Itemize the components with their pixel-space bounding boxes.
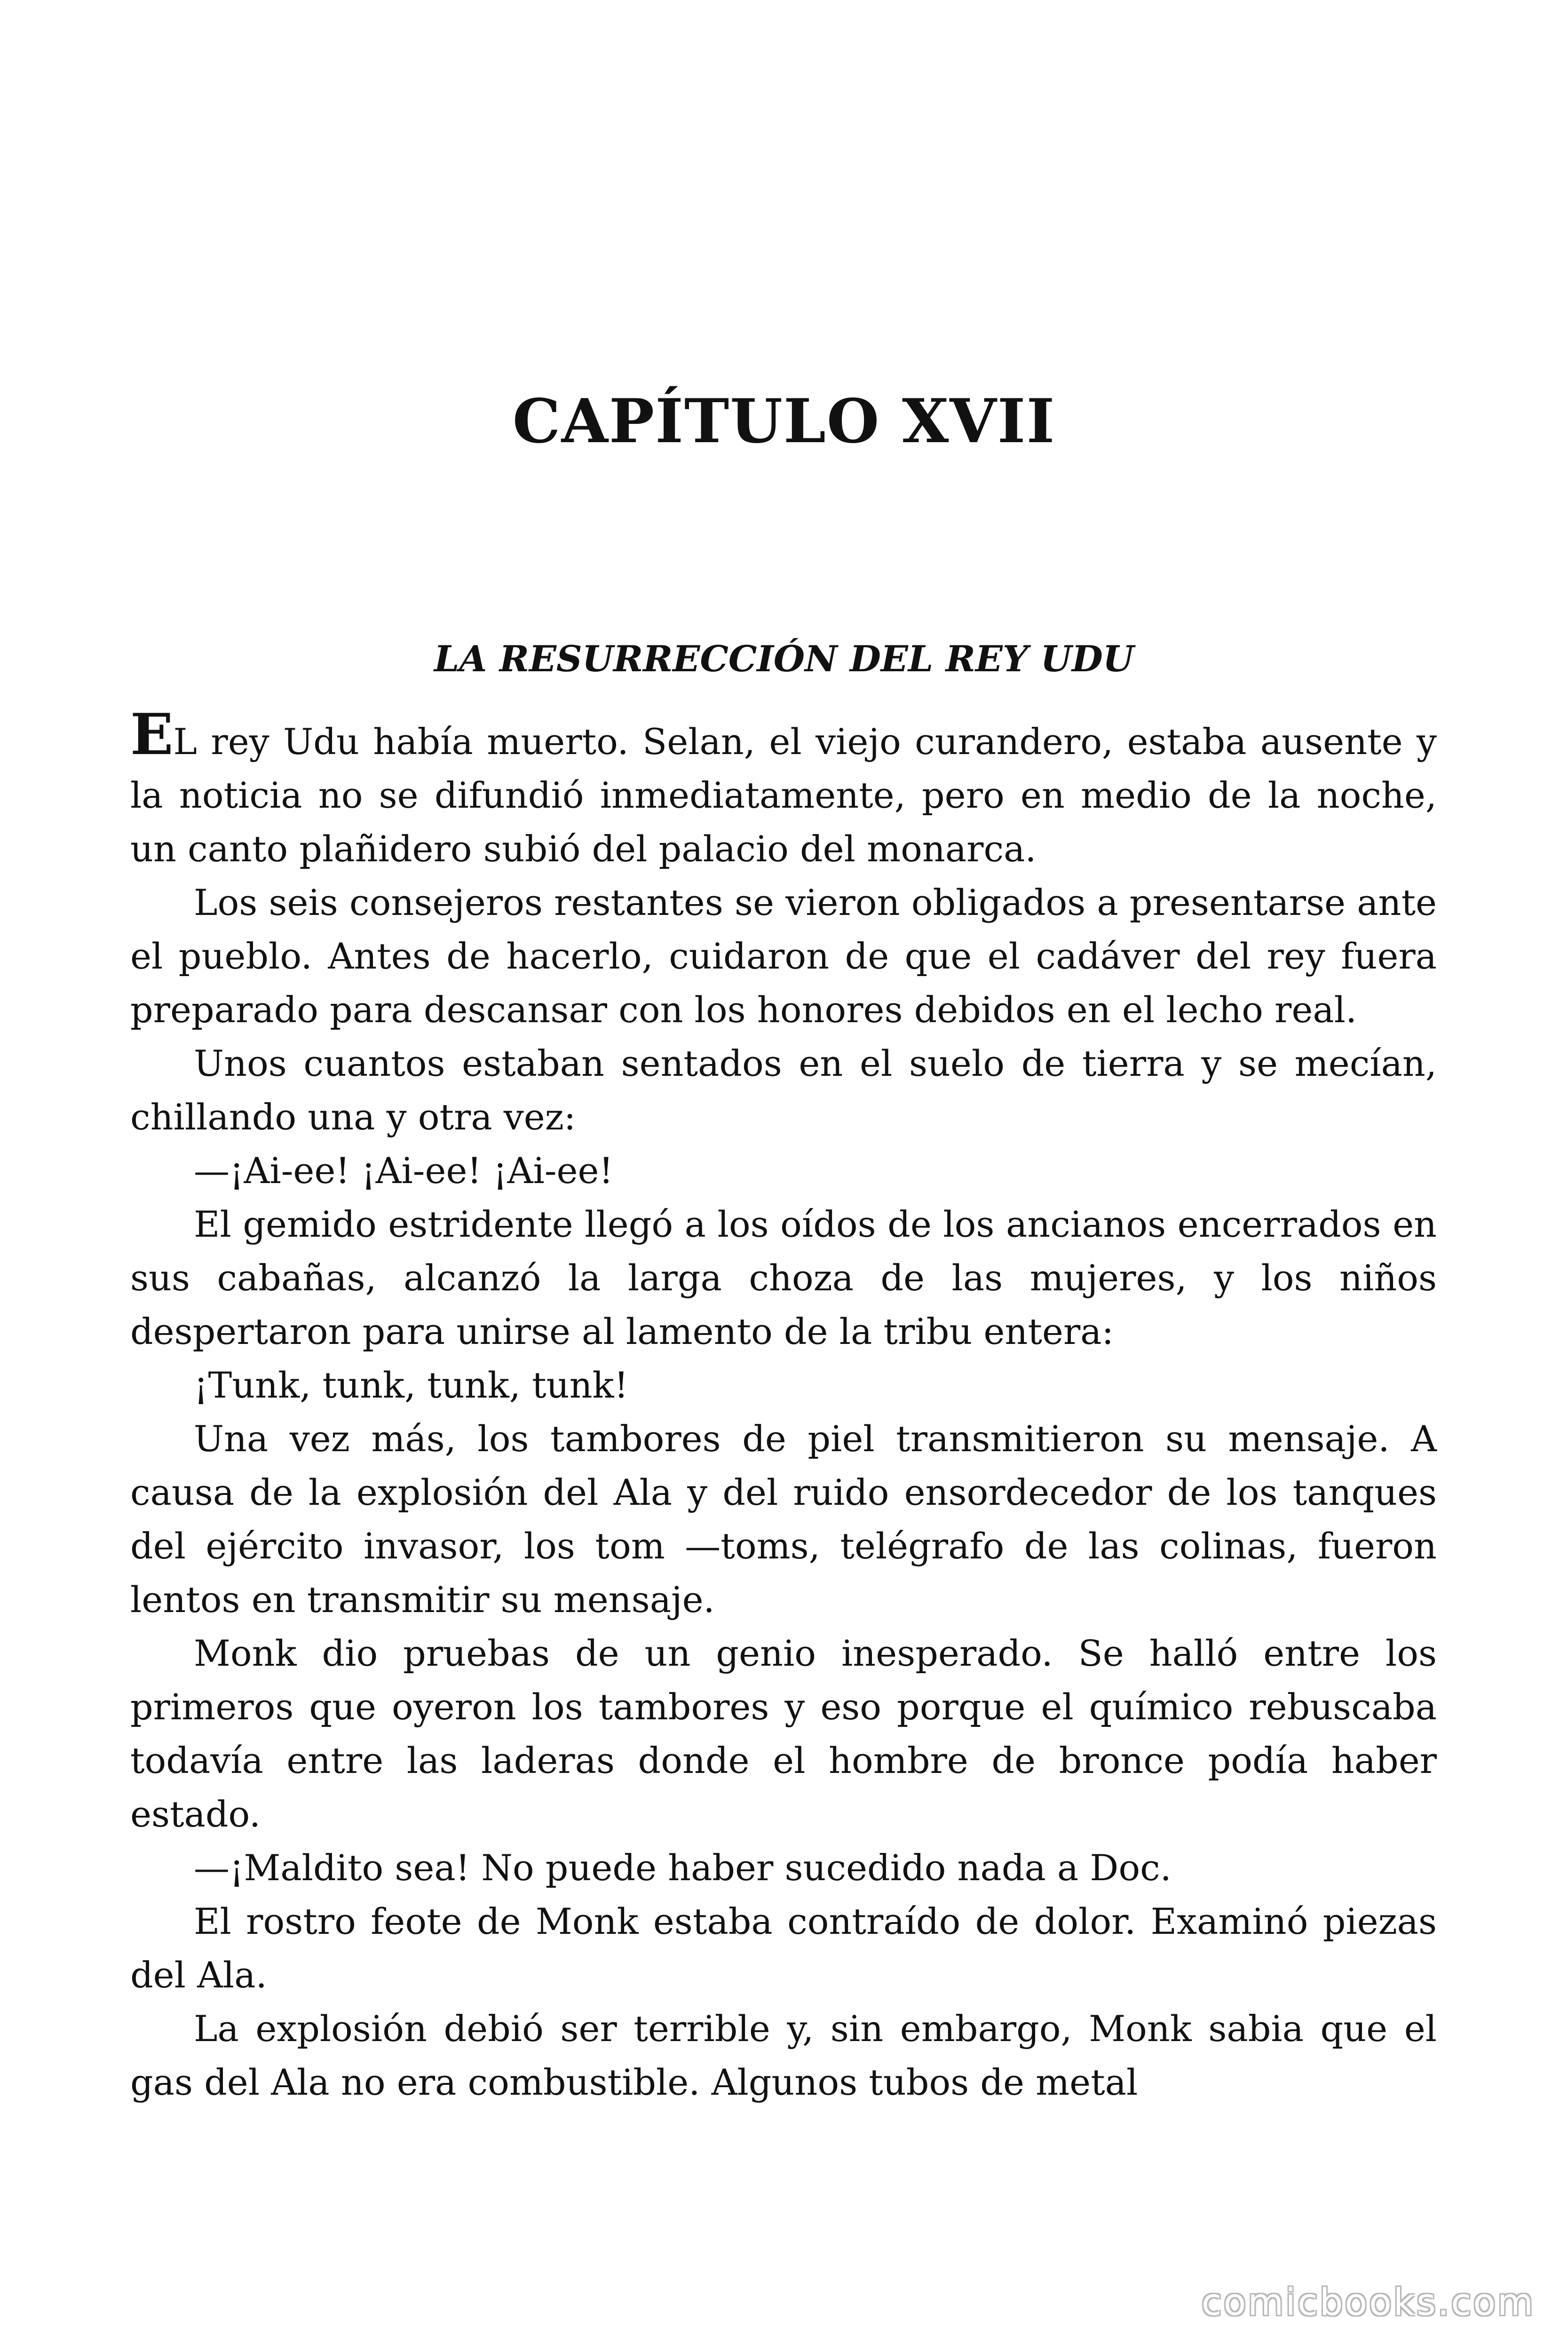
dialogue-line: —¡Maldito sea! No puede haber sucedido nada a Doc. bbox=[194, 1847, 1172, 1889]
opening-paragraph-text: L rey Udu había muerto. Selan, el viejo curandero, estaba ausente y la noticia no se difundió inmediatamente, pero en medio de la noche, un canto plañidero subió del palacio del monarca. bbox=[130, 721, 1437, 870]
paragraph: El gemido estridente llegó a los oídos de los ancianos encerrados en sus cabañas, alcanzó la larga choza de las mujeres, y los niños despertaron para unirse al lamento de la tribu entera: bbox=[130, 1203, 1437, 1352]
paragraph: Unos cuantos estaban sentados en el suelo de tierra y se mecían, chillando una y otra vez: bbox=[130, 1042, 1437, 1138]
watermark: comicbooks.com bbox=[1201, 2281, 1535, 2324]
chapter-subtitle: LA RESURRECCIÓN DEL REY UDU bbox=[434, 638, 1134, 680]
chapter-body bbox=[130, 701, 1437, 2109]
paragraph: Una vez más, los tambores de piel transmitieron su mensaje. A causa de la explosión del Ala y del ruido ensordecedor de los tanques del ejército invasor, los tom —toms, telégrafo de las colinas, fueron lentos en transmitir su mensaje. bbox=[130, 1418, 1437, 1621]
drop-cap: E bbox=[130, 701, 174, 768]
paragraph: El rostro feote de Monk estaba contraído de dolor. Examinó piezas del Ala. bbox=[130, 1900, 1437, 1996]
chapter-title: CAPÍTULO XVII bbox=[512, 386, 1056, 457]
paragraph: Monk dio pruebas de un genio inesperado. Se halló entre los primeros que oyeron los tambores y eso porque el químico rebuscaba todavía entre las laderas donde el hombre de bronce podía haber estado. bbox=[130, 1632, 1437, 1835]
opening-paragraph bbox=[130, 701, 1437, 876]
dialogue-line: —¡Ai-ee! ¡Ai-ee! ¡Ai-ee! bbox=[194, 1150, 614, 1192]
drum-sound-line: ¡Tunk, tunk, tunk, tunk! bbox=[194, 1364, 629, 1406]
paragraph: La explosión debió ser terrible y, sin embargo, Monk sabia que el gas del Ala no era combustible. Algunos tubos de metal bbox=[130, 2008, 1437, 2103]
paragraph: Los seis consejeros restantes se vieron obligados a presentarse ante el pueblo. Antes de hacerlo, cuidaron de que el cadáver del rey fuera preparado para descansar con los honores debidos en el lecho real. bbox=[130, 882, 1437, 1031]
